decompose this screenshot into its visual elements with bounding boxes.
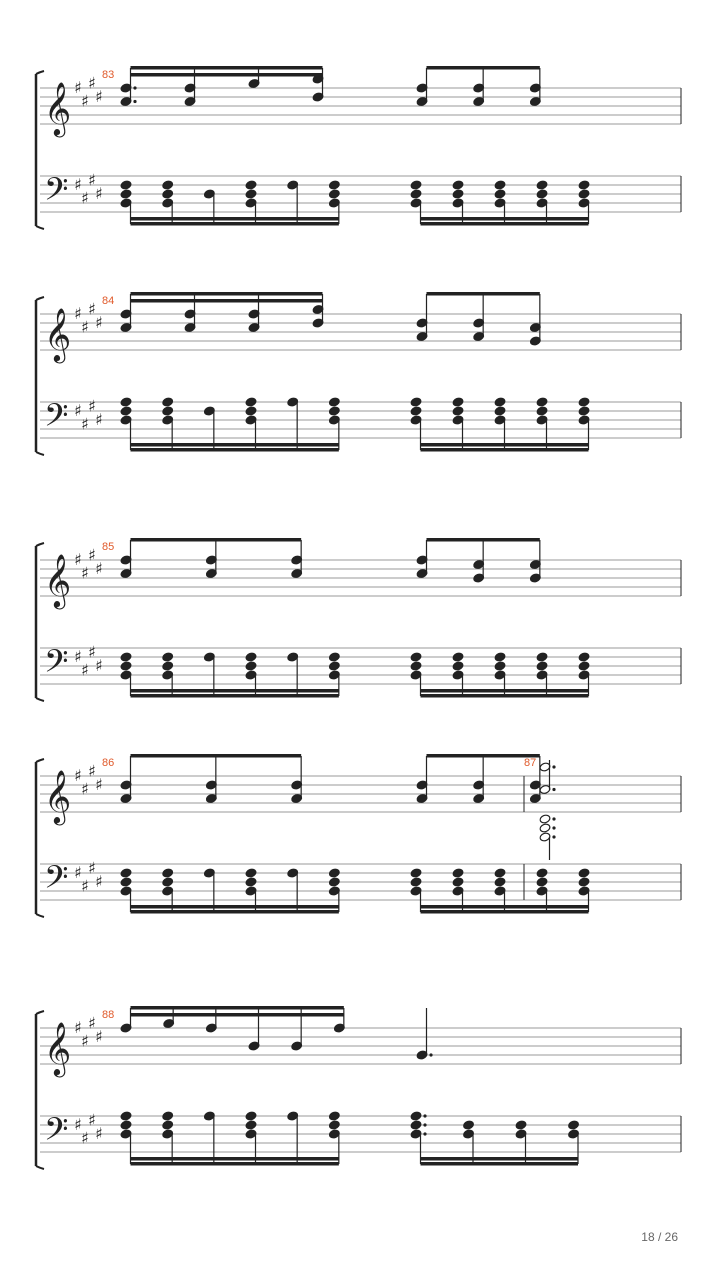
- notehead: [539, 814, 551, 824]
- notehead: [410, 180, 422, 190]
- sharp-icon: ♯: [74, 401, 82, 420]
- notehead: [120, 1120, 132, 1130]
- beam: [421, 443, 589, 447]
- notehead: [494, 652, 506, 662]
- notehead: [536, 397, 548, 407]
- sharp-icon: ♯: [74, 78, 82, 97]
- notehead: [328, 189, 340, 199]
- notehead: [162, 1120, 174, 1130]
- notehead: [120, 180, 132, 190]
- notehead: [410, 661, 422, 671]
- notehead: [410, 652, 422, 662]
- notehead: [245, 406, 257, 416]
- notehead: [494, 189, 506, 199]
- notehead: [578, 189, 590, 199]
- beam: [131, 538, 302, 542]
- notehead: [536, 406, 548, 416]
- notehead: [410, 1120, 422, 1130]
- sharp-icon: ♯: [74, 647, 82, 666]
- notehead: [578, 877, 590, 887]
- sharp-icon: ♯: [88, 761, 96, 781]
- dot: [552, 835, 555, 838]
- dot: [423, 1114, 426, 1117]
- notehead: [515, 1120, 527, 1130]
- beam: [131, 1013, 344, 1017]
- sharp-icon: ♯: [95, 184, 103, 203]
- dot: [552, 817, 555, 820]
- beam: [421, 217, 589, 221]
- bracket-hook-bottom: [36, 452, 44, 455]
- notehead: [120, 868, 132, 878]
- notehead: [328, 1120, 340, 1130]
- notehead: [536, 180, 548, 190]
- beam: [131, 1006, 344, 1010]
- notehead: [245, 1120, 257, 1130]
- notehead: [245, 189, 257, 199]
- sharp-icon: ♯: [81, 876, 89, 896]
- sharp-icon: ♯: [95, 872, 103, 891]
- treble-clef-icon: 𝄞: [44, 769, 72, 823]
- sharp-icon: ♯: [95, 656, 103, 675]
- notehead: [410, 189, 422, 199]
- beam: [421, 905, 589, 909]
- notehead: [539, 823, 551, 833]
- notehead: [494, 868, 506, 878]
- beam: [131, 73, 323, 77]
- sharp-icon: ♯: [88, 170, 96, 190]
- sharp-icon: ♯: [74, 550, 82, 569]
- treble-clef-icon: 𝄞: [44, 81, 72, 135]
- dot: [133, 100, 136, 103]
- notehead: [328, 406, 340, 416]
- notehead: [494, 877, 506, 887]
- beam: [131, 905, 339, 909]
- notehead: [494, 406, 506, 416]
- notehead: [578, 652, 590, 662]
- beam: [427, 754, 540, 758]
- beam: [131, 1162, 339, 1166]
- notehead: [578, 868, 590, 878]
- notehead: [162, 406, 174, 416]
- beam: [421, 1162, 579, 1166]
- sharp-icon: ♯: [88, 545, 96, 565]
- sharp-icon: ♯: [81, 1031, 89, 1051]
- treble-clef-icon: 𝄞: [44, 1021, 72, 1075]
- measure-number: 88: [102, 1009, 115, 1021]
- sharp-icon: ♯: [81, 188, 89, 208]
- sharp-icon: ♯: [88, 396, 96, 416]
- notehead: [536, 877, 548, 887]
- sharp-icon: ♯: [88, 73, 96, 93]
- measure-number: 83: [102, 69, 115, 81]
- dot: [552, 826, 555, 829]
- bass-clef-icon: 𝄢: [44, 171, 69, 215]
- sharp-icon: ♯: [95, 410, 103, 429]
- notehead: [463, 1120, 475, 1130]
- notehead: [328, 652, 340, 662]
- sharp-icon: ♯: [88, 299, 96, 319]
- notehead: [494, 661, 506, 671]
- page-number: 18 / 26: [641, 1230, 678, 1244]
- notehead: [245, 180, 257, 190]
- notehead: [120, 397, 132, 407]
- measure-number: 85: [102, 541, 115, 553]
- sharp-icon: ♯: [88, 1013, 96, 1033]
- notehead: [162, 397, 174, 407]
- dot: [423, 1123, 426, 1126]
- beam: [421, 694, 589, 698]
- bracket-hook-top: [36, 1011, 44, 1014]
- bracket-hook-bottom: [36, 226, 44, 229]
- sharp-icon: ♯: [81, 414, 89, 434]
- dot: [552, 765, 555, 768]
- sharp-icon: ♯: [88, 1110, 96, 1130]
- dot: [133, 86, 136, 89]
- notehead: [494, 180, 506, 190]
- sharp-icon: ♯: [95, 313, 103, 332]
- bracket-hook-top: [36, 71, 44, 74]
- notehead: [410, 868, 422, 878]
- notehead: [162, 1111, 174, 1121]
- bracket-hook-bottom: [36, 698, 44, 701]
- beam: [131, 217, 339, 221]
- notehead: [452, 406, 464, 416]
- notehead: [245, 661, 257, 671]
- sharp-icon: ♯: [74, 766, 82, 785]
- bracket-hook-top: [36, 297, 44, 300]
- beam: [131, 1157, 339, 1161]
- notehead: [120, 1111, 132, 1121]
- notehead: [578, 397, 590, 407]
- notehead: [452, 868, 464, 878]
- notehead: [494, 397, 506, 407]
- notehead: [536, 661, 548, 671]
- sharp-icon: ♯: [74, 863, 82, 882]
- beam: [131, 443, 339, 447]
- dot: [429, 1053, 432, 1056]
- notehead: [120, 652, 132, 662]
- notehead: [568, 1120, 580, 1130]
- notehead: [578, 180, 590, 190]
- sharp-icon: ♯: [95, 87, 103, 106]
- measure-number: 87: [524, 757, 537, 769]
- beam: [131, 222, 339, 226]
- sharp-icon: ♯: [81, 91, 89, 111]
- notehead: [120, 661, 132, 671]
- notehead: [536, 652, 548, 662]
- notehead: [410, 406, 422, 416]
- sharp-icon: ♯: [74, 175, 82, 194]
- sharp-icon: ♯: [74, 1115, 82, 1134]
- notehead: [328, 661, 340, 671]
- notehead: [410, 1111, 422, 1121]
- sharp-icon: ♯: [88, 858, 96, 878]
- beam: [131, 66, 323, 70]
- sharp-icon: ♯: [95, 1027, 103, 1046]
- notehead: [120, 189, 132, 199]
- notehead: [162, 180, 174, 190]
- notehead: [328, 397, 340, 407]
- sharp-icon: ♯: [81, 660, 89, 680]
- dot: [552, 788, 555, 791]
- notehead: [162, 189, 174, 199]
- sharp-icon: ♯: [95, 559, 103, 578]
- sharp-icon: ♯: [74, 304, 82, 323]
- notehead: [245, 397, 257, 407]
- beam: [427, 292, 540, 296]
- sharp-icon: ♯: [81, 317, 89, 337]
- notehead: [162, 652, 174, 662]
- sharp-icon: ♯: [88, 642, 96, 662]
- notehead: [162, 868, 174, 878]
- notehead: [452, 877, 464, 887]
- bracket-hook-bottom: [36, 1166, 44, 1169]
- notehead: [162, 877, 174, 887]
- beam: [421, 222, 589, 226]
- bracket-hook-top: [36, 543, 44, 546]
- notehead: [452, 661, 464, 671]
- beam: [427, 538, 540, 542]
- dot: [423, 1132, 426, 1135]
- notehead: [536, 868, 548, 878]
- notehead: [452, 189, 464, 199]
- sharp-icon: ♯: [95, 1124, 103, 1143]
- notehead: [328, 877, 340, 887]
- beam: [427, 66, 540, 70]
- sharp-icon: ♯: [81, 779, 89, 799]
- measure-number: 86: [102, 757, 115, 769]
- sharp-icon: ♯: [74, 1018, 82, 1037]
- notehead: [328, 180, 340, 190]
- treble-clef-icon: 𝄞: [44, 553, 72, 607]
- notehead: [120, 406, 132, 416]
- notehead: [578, 406, 590, 416]
- notehead: [410, 877, 422, 887]
- beam: [131, 694, 339, 698]
- notehead: [452, 397, 464, 407]
- notehead: [245, 877, 257, 887]
- sharp-icon: ♯: [95, 775, 103, 794]
- beam: [131, 448, 339, 452]
- beam: [131, 910, 339, 914]
- notehead: [578, 661, 590, 671]
- beam: [421, 1157, 579, 1161]
- notehead: [245, 868, 257, 878]
- beam: [131, 689, 339, 693]
- notehead: [162, 661, 174, 671]
- sharp-icon: ♯: [81, 563, 89, 583]
- notehead: [328, 1111, 340, 1121]
- notehead: [120, 877, 132, 887]
- measure-number: 84: [102, 295, 115, 307]
- notehead: [452, 180, 464, 190]
- notehead: [452, 652, 464, 662]
- notehead: [245, 1111, 257, 1121]
- bass-clef-icon: 𝄢: [44, 643, 69, 687]
- notehead: [536, 189, 548, 199]
- notehead: [245, 652, 257, 662]
- notehead: [410, 397, 422, 407]
- beam: [421, 689, 589, 693]
- sharp-icon: ♯: [81, 1128, 89, 1148]
- bracket-hook-bottom: [36, 914, 44, 917]
- notehead: [328, 868, 340, 878]
- bass-clef-icon: 𝄢: [44, 859, 69, 903]
- treble-clef-icon: 𝄞: [44, 307, 72, 361]
- beam: [131, 292, 323, 296]
- beam: [421, 448, 589, 452]
- beam: [131, 754, 302, 758]
- bracket-hook-top: [36, 759, 44, 762]
- beam: [421, 910, 589, 914]
- bass-clef-icon: 𝄢: [44, 397, 69, 441]
- beam: [131, 299, 323, 303]
- bass-clef-icon: 𝄢: [44, 1111, 69, 1155]
